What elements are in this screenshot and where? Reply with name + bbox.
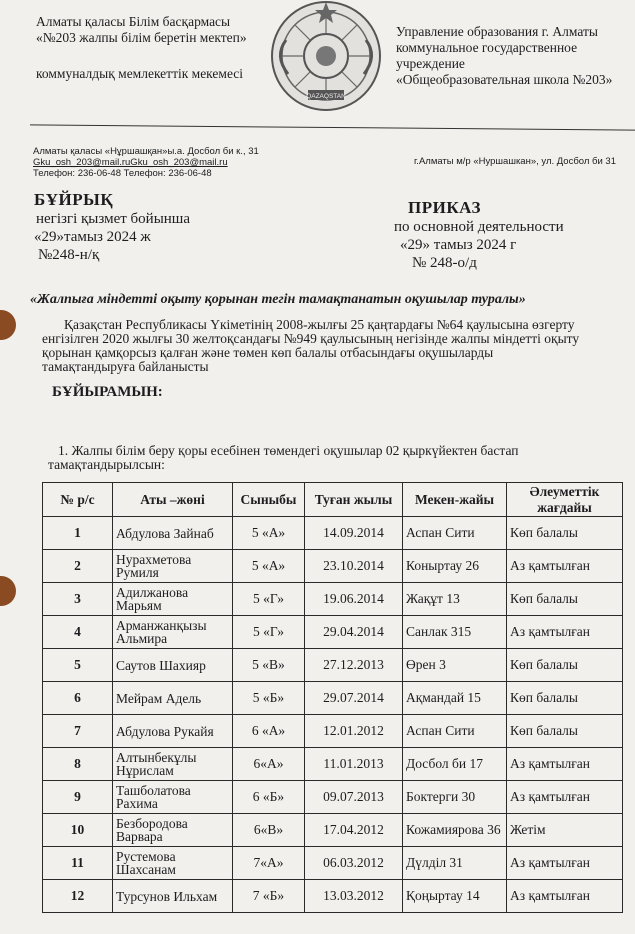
cell-name: Нурахметова Румиля — [113, 550, 233, 583]
cell-number: 3 — [43, 583, 113, 616]
cell-number: 11 — [43, 847, 113, 880]
order-kz-number: №248-н/қ — [38, 247, 100, 263]
cell-class: 5 «А» — [233, 517, 305, 550]
cell-address: Аспан Сити — [403, 715, 507, 748]
cell-name: Адилжанова Марьям — [113, 583, 233, 616]
table-row — [43, 649, 623, 682]
cell-birth: 23.10.2014 — [305, 550, 403, 583]
item-1-line1: 1. Жалпы білім беру қоры есебінен төмендегі оқушылар 02 қыркүйектен бастап — [58, 443, 519, 458]
kz-org-line2: «№203 жалпы білім беретін мектеп» — [36, 30, 247, 45]
cell-address: Дүлділ 31 — [403, 847, 507, 880]
cell-number: 4 — [43, 616, 113, 649]
table-row — [43, 814, 623, 847]
cell-address: Кожамиярова 36 — [403, 814, 507, 847]
cell-address: Коныртау 26 — [403, 550, 507, 583]
col-header-birth: Туған жылы — [305, 483, 403, 517]
cell-address: Жақұт 13 — [403, 583, 507, 616]
cell-number: 5 — [43, 649, 113, 682]
cell-number: 1 — [43, 517, 113, 550]
col-header-number: № р/с — [43, 483, 113, 517]
contacts-left — [33, 146, 259, 179]
cell-number: 12 — [43, 880, 113, 913]
ru-org-header — [396, 24, 612, 88]
table-row — [43, 550, 623, 583]
order-ru-basis: по основной деятельности — [394, 219, 564, 235]
cell-class: 5 «Г» — [233, 583, 305, 616]
cell-birth: 06.03.2012 — [305, 847, 403, 880]
cell-class: 7 «Б» — [233, 880, 305, 913]
table-row — [43, 682, 623, 715]
order-ru — [394, 198, 564, 272]
table-row — [43, 847, 623, 880]
cell-birth: 09.07.2013 — [305, 781, 403, 814]
table-row — [43, 517, 623, 550]
order-kz-basis: негізгі қызмет бойынша — [36, 211, 191, 227]
cell-status: Көп балалы — [507, 517, 623, 550]
table-row — [43, 748, 623, 781]
cell-status: Аз қамтылған — [507, 781, 623, 814]
order-kz-title: БҰЙРЫҚ — [34, 190, 114, 209]
preamble-line2: енгізілген 2020 жылғы 30 желтоқсандағы №949 қаулысының негізінде жалпы міндетті оқыту — [42, 331, 580, 346]
cell-status: Аз қамтылған — [507, 748, 623, 781]
cell-class: 5 «А» — [233, 550, 305, 583]
cell-birth: 14.09.2014 — [305, 517, 403, 550]
cell-number: 7 — [43, 715, 113, 748]
order-kz-date: «29»тамыз 2024 ж — [34, 229, 151, 245]
punch-hole-bottom — [0, 576, 16, 606]
table-row — [43, 583, 623, 616]
header-divider — [30, 124, 635, 130]
order-ru-title: ПРИКАЗ — [408, 198, 481, 217]
cell-birth: 12.01.2012 — [305, 715, 403, 748]
cell-status: Жетім — [507, 814, 623, 847]
command: БҰЙЫРАМЫН: — [52, 384, 163, 400]
cell-birth: 29.07.2014 — [305, 682, 403, 715]
cell-birth: 17.04.2012 — [305, 814, 403, 847]
state-emblem — [264, 0, 388, 120]
cell-name: Абдулова Зайнаб — [113, 517, 233, 550]
cell-status: Аз қамтылған — [507, 880, 623, 913]
item-1-line2: тамақтандырылсын: — [48, 457, 165, 472]
table-header-row — [43, 483, 623, 517]
cell-name: Безбородова Варвара — [113, 814, 233, 847]
cell-address: Санлак 315 — [403, 616, 507, 649]
cell-name: Саутов Шахияр — [113, 649, 233, 682]
table-body — [43, 517, 623, 913]
cell-class: 6 «А» — [233, 715, 305, 748]
table-row — [43, 781, 623, 814]
table-row — [43, 880, 623, 913]
cell-status: Аз қамтылған — [507, 616, 623, 649]
table-row — [43, 715, 623, 748]
cell-name: Ташболатова Рахима — [113, 781, 233, 814]
cell-address: Қоңыртау 14 — [403, 880, 507, 913]
preamble-line4: тамақтандыруға байланысты — [42, 359, 209, 374]
order-ru-number: № 248-о/д — [412, 255, 477, 271]
cell-address: Ақмандай 15 — [403, 682, 507, 715]
cell-class: 5 «В» — [233, 649, 305, 682]
ru-org-line4: «Общеобразовательная школа №203» — [396, 72, 613, 87]
cell-address: Досбол би 17 — [403, 748, 507, 781]
cell-status: Көп балалы — [507, 715, 623, 748]
cell-birth: 27.12.2013 — [305, 649, 403, 682]
col-header-address: Мекен-жайы — [403, 483, 507, 517]
kz-org-line1: Алматы қаласы Білім басқармасы — [36, 14, 231, 29]
kz-org-header — [36, 14, 247, 82]
cell-status: Көп балалы — [507, 649, 623, 682]
cell-name: Алтынбекұлы Нұрислам — [113, 748, 233, 781]
cell-number: 9 — [43, 781, 113, 814]
cell-status: Аз қамтылған — [507, 550, 623, 583]
email-link[interactable]: Gku_osh_203@mail.ruGku_osh_203@mail.ru — [33, 157, 228, 168]
item-1 — [48, 444, 519, 472]
table-row — [43, 616, 623, 649]
cell-birth: 29.04.2014 — [305, 616, 403, 649]
cell-status: Көп балалы — [507, 583, 623, 616]
kz-org-line3: коммуналдық мемлекеттік мекемесі — [36, 66, 244, 81]
cell-name: Абдулова Рукайя — [113, 715, 233, 748]
preamble-line3: қорынан қамқорсыз қалған және төмен көп балалы отбасындағы оқушыларды — [42, 345, 494, 360]
cell-name: Рустемова Шахсанам — [113, 847, 233, 880]
cell-number: 8 — [43, 748, 113, 781]
cell-class: 6 «Б» — [233, 781, 305, 814]
cell-number: 2 — [43, 550, 113, 583]
cell-class: 5 «Г» — [233, 616, 305, 649]
cell-status: Көп балалы — [507, 682, 623, 715]
order-kz — [34, 190, 190, 264]
cell-number: 10 — [43, 814, 113, 847]
emblem-text: QAZAQSTAN — [306, 93, 346, 100]
cell-address: Боктерги 30 — [403, 781, 507, 814]
ru-org-line2: коммунальное государственное — [396, 40, 578, 55]
cell-address: Өрен 3 — [403, 649, 507, 682]
preamble — [42, 318, 632, 374]
preamble-line1: Қазақстан Республикасы Үкіметінің 2008-жылғы 25 қаңтардағы №64 қаулысына өзгерту — [64, 317, 575, 332]
cell-name: Мейрам Адель — [113, 682, 233, 715]
col-header-status: Әлеуметтік жағдайы — [507, 483, 623, 517]
kz-address: Алматы қаласы «Нұршашқан»ы.а. Досбол би к., 31 — [33, 146, 259, 157]
cell-birth: 13.03.2012 — [305, 880, 403, 913]
cell-class: 7«А» — [233, 847, 305, 880]
col-header-class: Сыныбы — [233, 483, 305, 517]
cell-address: Аспан Сити — [403, 517, 507, 550]
col-header-name: Аты –жөні — [113, 483, 233, 517]
cell-name: Арманжанқызы Альмира — [113, 616, 233, 649]
order-ru-date: «29» тамыз 2024 г — [400, 237, 517, 253]
cell-name: Турсунов Ильхам — [113, 880, 233, 913]
cell-birth: 19.06.2014 — [305, 583, 403, 616]
ru-address: г.Алматы м/р «Нуршашкан», ул. Досбол би 31 — [414, 156, 616, 167]
ru-org-line3: учреждение — [396, 56, 465, 71]
ru-org-line1: Управление образования г. Алматы — [396, 24, 598, 39]
order-subject: «Жалпыға міндетті оқыту қорынан тегін тамақтанатын оқушылар туралы» — [30, 292, 526, 307]
cell-status: Аз қамтылған — [507, 847, 623, 880]
cell-class: 6«А» — [233, 748, 305, 781]
cell-number: 6 — [43, 682, 113, 715]
phone: Телефон: 236-06-48 Телефон: 236-06-48 — [33, 168, 212, 179]
punch-hole-top — [0, 310, 16, 340]
cell-class: 6«В» — [233, 814, 305, 847]
students-table — [42, 482, 623, 913]
cell-class: 5 «Б» — [233, 682, 305, 715]
cell-birth: 11.01.2013 — [305, 748, 403, 781]
